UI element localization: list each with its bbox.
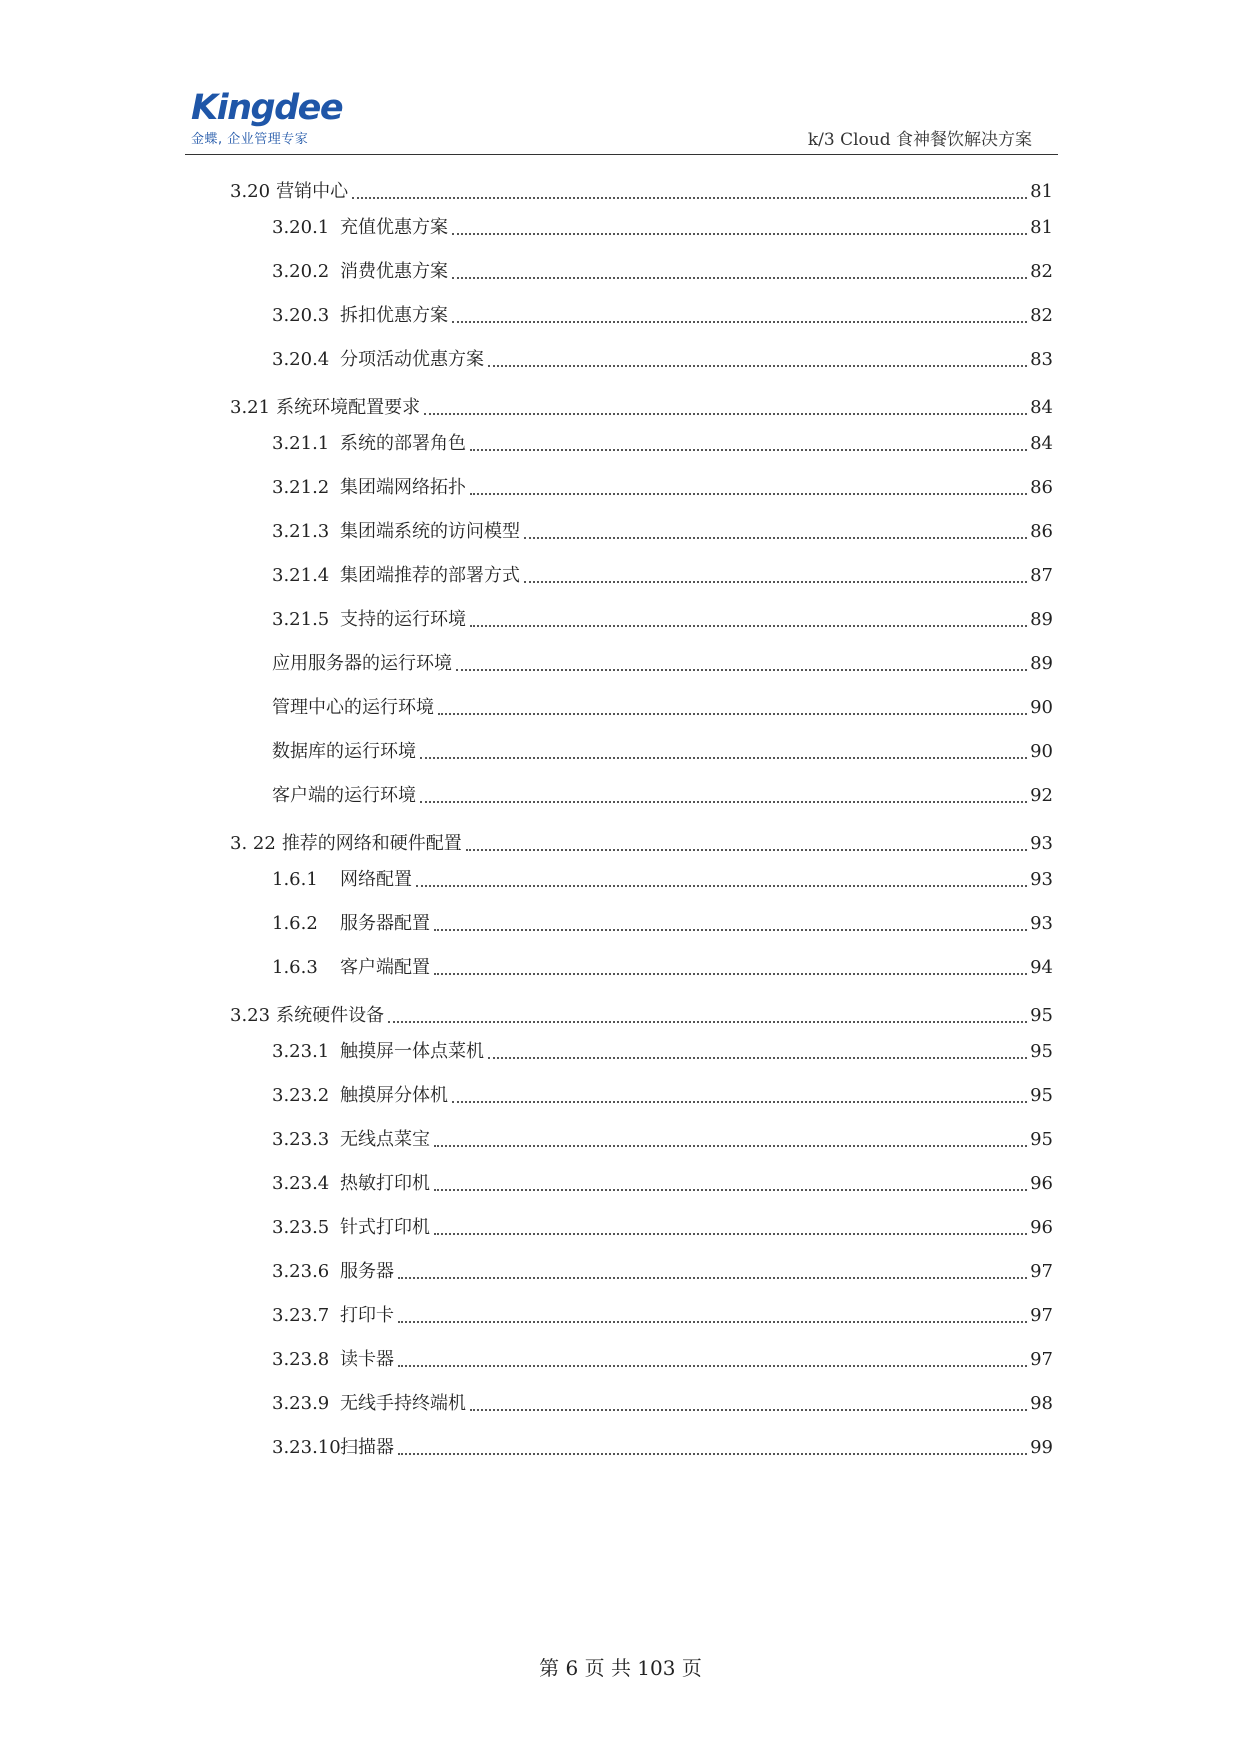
logo-wordmark: Kingdee: [191, 88, 343, 128]
logo-tagline: 金蝶, 企业管理专家: [191, 132, 309, 147]
toc-entry-page: 99: [1030, 1437, 1053, 1458]
toc-entry-number: 3.20.1: [272, 217, 330, 238]
toc-entry[interactable]: [272, 1302, 1053, 1330]
toc-entry-page: 87: [1030, 565, 1053, 586]
toc-entry-title: 服务器: [340, 1261, 394, 1282]
toc-entry-page: 95: [1030, 1129, 1053, 1150]
toc-entry-title: 无线手持终端机: [340, 1393, 466, 1414]
page-footer: 第 6 页 共 103 页: [539, 1656, 702, 1680]
toc-entry[interactable]: [272, 346, 1053, 374]
toc-entry-number: 3.20.3: [272, 305, 330, 326]
toc-dot-leader: [398, 1277, 1027, 1279]
toc-entry-number: 3.21.4: [272, 565, 330, 586]
toc-dot-leader: [434, 973, 1027, 975]
toc-entry-title: 推荐的网络和硬件配置: [281, 833, 462, 854]
toc-entry-number: 3.21.5: [272, 609, 330, 630]
toc-entry-title: 消费优惠方案: [340, 261, 448, 282]
toc-entry[interactable]: [272, 694, 1053, 722]
toc-entry-page: 96: [1030, 1173, 1053, 1194]
toc-entry-number: 3.21.2: [272, 477, 330, 498]
toc-dot-leader: [420, 757, 1027, 759]
toc-entry[interactable]: [272, 562, 1053, 590]
toc-entry-page: 93: [1030, 869, 1053, 890]
toc-entry-title: 管理中心的运行环境: [272, 697, 434, 718]
toc-entry-number: 3.20.4: [272, 349, 330, 370]
toc-entry-number: 3.23.9: [272, 1393, 330, 1414]
toc-entry-number: 3.23.7: [272, 1305, 330, 1326]
toc-entry-number: 3.21: [230, 397, 271, 418]
toc-entry[interactable]: [272, 1170, 1053, 1198]
toc-entry-number: 3.23.3: [272, 1129, 330, 1150]
toc-entry-page: 82: [1030, 305, 1053, 326]
toc-entry-page: 97: [1030, 1261, 1053, 1282]
toc-dot-leader: [398, 1321, 1027, 1323]
toc-entry-title: 网络配置: [340, 869, 412, 890]
toc-entry-page: 98: [1030, 1393, 1053, 1414]
document-title: k/3 Cloud 食神餐饮解决方案: [807, 130, 1032, 150]
toc-dot-leader: [420, 801, 1027, 803]
toc-entry-page: 84: [1030, 397, 1053, 418]
toc-entry-page: 89: [1030, 609, 1053, 630]
toc-entry-number: 3.23.5: [272, 1217, 330, 1238]
toc-entry[interactable]: [230, 830, 1053, 858]
toc-entry[interactable]: [272, 650, 1053, 678]
toc-entry[interactable]: [272, 606, 1053, 634]
toc-entry-page: 95: [1030, 1085, 1053, 1106]
toc-entry-page: 94: [1030, 957, 1053, 978]
toc-entry-title: 数据库的运行环境: [272, 741, 416, 762]
toc-entry[interactable]: [272, 1126, 1053, 1154]
toc-entry[interactable]: [272, 1434, 1053, 1462]
toc-entry-title: 支持的运行环境: [340, 609, 466, 630]
toc-entry-number: 3.23.6: [272, 1261, 330, 1282]
toc-entry-number: 1.6.1: [272, 869, 318, 890]
toc-dot-leader: [470, 625, 1027, 627]
toc-entry-number: 1.6.2: [272, 913, 318, 934]
toc-entry-page: 86: [1030, 477, 1053, 498]
toc-entry-number: 3.23: [230, 1005, 271, 1026]
toc-entry[interactable]: [230, 178, 1053, 206]
toc-entry-page: 90: [1030, 741, 1053, 762]
toc-entry-number: 3.23.8: [272, 1349, 330, 1370]
toc-dot-leader: [452, 277, 1027, 279]
toc-dot-leader: [452, 1101, 1027, 1103]
toc-entry-page: 95: [1030, 1041, 1053, 1062]
toc-entry-title: 扫描器: [340, 1437, 394, 1458]
toc-entry-page: 90: [1030, 697, 1053, 718]
toc-entry-title: 营销中心: [276, 181, 349, 202]
toc-dot-leader: [470, 493, 1027, 495]
toc-entry[interactable]: [272, 302, 1053, 330]
toc-entry-page: 93: [1030, 833, 1053, 854]
toc-dot-leader: [434, 1145, 1027, 1147]
toc-entry-page: 82: [1030, 261, 1053, 282]
toc-dot-leader: [470, 449, 1027, 451]
toc-entry-title: 集团端系统的访问模型: [340, 521, 520, 542]
toc-entry-title: 拆扣优惠方案: [340, 305, 448, 326]
toc-entry[interactable]: [272, 782, 1053, 810]
toc-entry[interactable]: [272, 1258, 1053, 1286]
toc-entry-page: 93: [1030, 913, 1053, 934]
toc-entry-title: 触摸屏分体机: [340, 1085, 448, 1106]
toc-entry-page: 84: [1030, 433, 1053, 454]
toc-entry-title: 客户端的运行环境: [272, 785, 416, 806]
kingdee-logo: [191, 90, 342, 147]
toc-entry[interactable]: [272, 738, 1053, 766]
toc-entry[interactable]: [272, 1214, 1053, 1242]
toc-dot-leader: [456, 669, 1027, 671]
toc-entry-title: 系统环境配置要求: [276, 397, 421, 418]
toc-dot-leader: [398, 1365, 1027, 1367]
toc-entry-title: 分项活动优惠方案: [340, 349, 484, 370]
toc-dot-leader: [466, 849, 1027, 851]
toc-entry-number: 3.21.3: [272, 521, 330, 542]
toc-dot-leader: [470, 1409, 1027, 1411]
toc-entry-title: 集团端推荐的部署方式: [340, 565, 520, 586]
toc-entry-page: 81: [1030, 217, 1053, 238]
toc-dot-leader: [452, 321, 1027, 323]
toc-entry-number: 3.23.4: [272, 1173, 330, 1194]
toc-entry[interactable]: [272, 954, 1053, 982]
toc-entry-number: 3.20.2: [272, 261, 330, 282]
toc-entry-number: 3.21.1: [272, 433, 330, 454]
toc-entry-number: 3.20: [230, 181, 271, 202]
toc-dot-leader: [488, 365, 1027, 367]
toc-entry-title: 打印卡: [340, 1305, 394, 1326]
toc-entry-title: 针式打印机: [340, 1217, 430, 1238]
toc-entry-title: 系统的部署角色: [340, 433, 466, 454]
toc-entry-number: 3.23.1: [272, 1041, 330, 1062]
toc-entry-title: 读卡器: [340, 1349, 394, 1370]
toc-entry[interactable]: [272, 518, 1053, 546]
toc-entry-page: 92: [1030, 785, 1053, 806]
toc-entry-title: 应用服务器的运行环境: [272, 653, 452, 674]
toc-dot-leader: [352, 197, 1027, 199]
toc-entry-page: 86: [1030, 521, 1053, 542]
toc-entry[interactable]: [272, 866, 1053, 894]
toc-entry-title: 服务器配置: [340, 913, 430, 934]
toc-entry-number: 3.23.10: [272, 1437, 341, 1458]
toc-entry-page: 81: [1030, 181, 1053, 202]
toc-entry[interactable]: [272, 214, 1053, 242]
toc-dot-leader: [398, 1453, 1027, 1455]
toc-entry[interactable]: [230, 1002, 1053, 1030]
toc-dot-leader: [434, 1233, 1027, 1235]
toc-entry-page: 97: [1030, 1349, 1053, 1370]
toc-entry-number: 3. 22: [230, 833, 276, 854]
toc-entry[interactable]: [272, 474, 1053, 502]
toc-entry[interactable]: [272, 1346, 1053, 1374]
toc-dot-leader: [416, 885, 1027, 887]
toc-dot-leader: [524, 537, 1027, 539]
toc-dot-leader: [438, 713, 1027, 715]
toc-dot-leader: [424, 413, 1027, 415]
toc-entry-page: 95: [1030, 1005, 1053, 1026]
toc-entry-page: 83: [1030, 349, 1053, 370]
toc-entry-number: 3.23.2: [272, 1085, 330, 1106]
toc-entry-title: 充值优惠方案: [340, 217, 448, 238]
toc-entry[interactable]: [272, 910, 1053, 938]
toc-dot-leader: [388, 1021, 1027, 1023]
toc-entry-title: 无线点菜宝: [340, 1129, 430, 1150]
toc-entry[interactable]: [230, 394, 1053, 422]
toc-entry-title: 集团端网络拓扑: [340, 477, 466, 498]
toc-entry[interactable]: [272, 258, 1053, 286]
toc-dot-leader: [524, 581, 1027, 583]
toc-entry[interactable]: [272, 1082, 1053, 1110]
toc-dot-leader: [488, 1057, 1027, 1059]
toc-entry-title: 系统硬件设备: [276, 1005, 385, 1026]
toc-entry-title: 触摸屏一体点菜机: [340, 1041, 484, 1062]
toc-entry-page: 96: [1030, 1217, 1053, 1238]
toc-entry[interactable]: [272, 1390, 1053, 1418]
toc-entry[interactable]: [272, 1038, 1053, 1066]
toc-entry-number: 1.6.3: [272, 957, 318, 978]
toc-dot-leader: [452, 233, 1027, 235]
toc-entry-title: 客户端配置: [340, 957, 430, 978]
toc-entry-page: 89: [1030, 653, 1053, 674]
toc-entry[interactable]: [272, 430, 1053, 458]
page-header: [185, 88, 1058, 155]
toc-entry-page: 97: [1030, 1305, 1053, 1326]
toc-dot-leader: [434, 929, 1027, 931]
toc-dot-leader: [434, 1189, 1027, 1191]
toc-entry-title: 热敏打印机: [340, 1173, 430, 1194]
